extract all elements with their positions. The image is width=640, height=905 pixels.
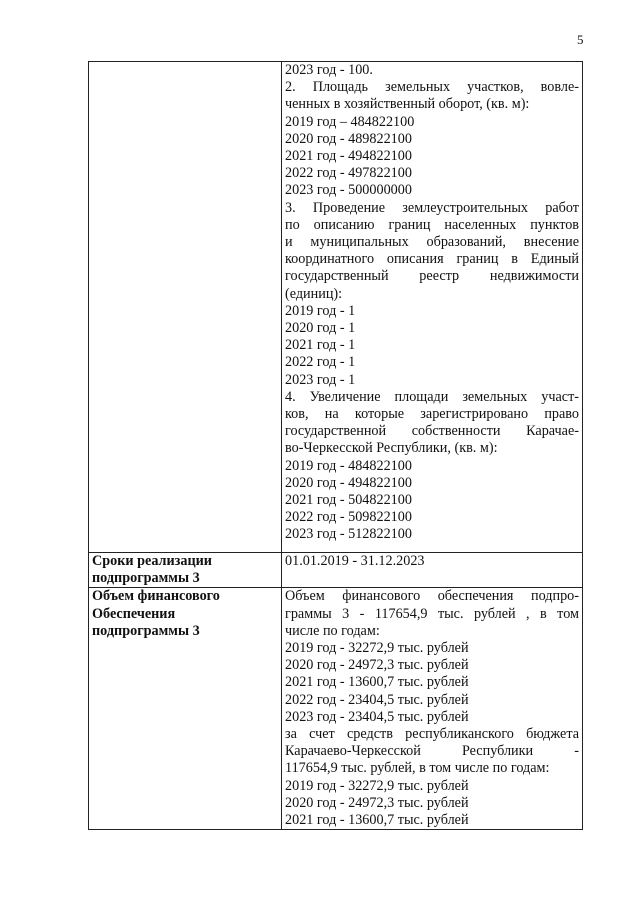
text-line: 2021 год - 494822100 (285, 148, 412, 165)
text-line: 2019 год - 484822100 (285, 457, 412, 474)
text-line: 2020 год - 24972,3 тыс. рублей (285, 657, 469, 674)
text-line: числе по годам: (285, 622, 380, 639)
text-line: ков, на которые зарегистрировано право (285, 406, 579, 423)
page-number: 5 (577, 32, 584, 47)
text-line: 3. Проведение землеустроительных работ (285, 199, 579, 216)
text-line: Объем финансового обеспечения подпро- (285, 588, 579, 605)
row-label-cell (89, 553, 282, 588)
table-row (89, 553, 583, 588)
row-value-cell (282, 588, 583, 830)
row-value-cell (282, 553, 583, 588)
text-line: 2020 год - 24972,3 тыс. рублей (285, 794, 469, 811)
row-label-line: Сроки реализации (92, 553, 212, 569)
text-line: 2021 год - 13600,7 тыс. рублей (285, 674, 469, 691)
text-line: 2019 год - 32272,9 тыс. рублей (285, 777, 469, 794)
text-line: 2020 год - 489822100 (285, 130, 412, 147)
text-line: 2020 год - 494822100 (285, 474, 412, 491)
text-line: 2021 год - 504822100 (285, 492, 412, 509)
text-line: Карачаево-Черкесской Республики - (285, 743, 579, 760)
text-line: и муниципальных образований, внесение (285, 234, 579, 251)
text-line: 2023 год - 100. (285, 62, 373, 78)
text-line: 01.01.2019 - 31.12.2023 (285, 553, 425, 569)
text-line: государственной собственности Карачае- (285, 423, 579, 440)
text-line: граммы 3 - 117654,9 тыс. рублей , в том (285, 605, 579, 622)
text-line: 4. Увеличение площади земельных участ- (285, 388, 579, 405)
text-line: 2022 год - 509822100 (285, 509, 412, 526)
row-label-line: подпрограммы 3 (92, 622, 200, 639)
text-line: по описанию границ населенных пунктов (285, 216, 579, 233)
row-label-line: Объем финансового (92, 588, 220, 605)
table-row (89, 588, 583, 830)
row-label-cell (89, 588, 282, 830)
row-value-cell (282, 62, 583, 553)
text-line: 2022 год - 497822100 (285, 165, 412, 182)
program-table (88, 61, 583, 830)
row-label-line: подпрограммы 3 (92, 570, 200, 587)
text-line: 2021 год - 1 (285, 337, 356, 354)
table-row (89, 62, 583, 553)
text-line: 2020 год - 1 (285, 320, 356, 337)
text-line: 2022 год - 1 (285, 354, 356, 371)
text-line: за счет средств республиканского бюджета (285, 726, 579, 743)
text-line: 2. Площадь земельных участков, вовле- (285, 79, 579, 96)
text-line: государственный реестр недвижимости (285, 268, 579, 285)
text-line: 117654,9 тыс. рублей, в том числе по годам: (285, 760, 550, 777)
text-line: во-Черкесской Республики, (кв. м): (285, 440, 498, 457)
text-line: 2019 год - 32272,9 тыс. рублей (285, 640, 469, 657)
row-label-line: Обеспечения (92, 605, 176, 622)
text-line: 2019 год – 484822100 (285, 113, 415, 130)
text-line: (единиц): (285, 285, 343, 302)
text-line: 2023 год - 512822100 (285, 526, 412, 543)
text-line: 2021 год - 13600,7 тыс. рублей (285, 812, 469, 829)
text-line: 2023 год - 23404,5 тыс. рублей (285, 708, 469, 725)
text-line: ченных в хозяйственный оборот, (кв. м): (285, 96, 530, 113)
text-line: 2023 год - 500000000 (285, 182, 412, 199)
row-label-cell (89, 62, 282, 553)
text-line: 2019 год - 1 (285, 302, 356, 319)
text-line: 2022 год - 23404,5 тыс. рублей (285, 691, 469, 708)
text-line: 2023 год - 1 (285, 371, 356, 388)
text-line: координатного описания границ в Единый (285, 251, 579, 268)
